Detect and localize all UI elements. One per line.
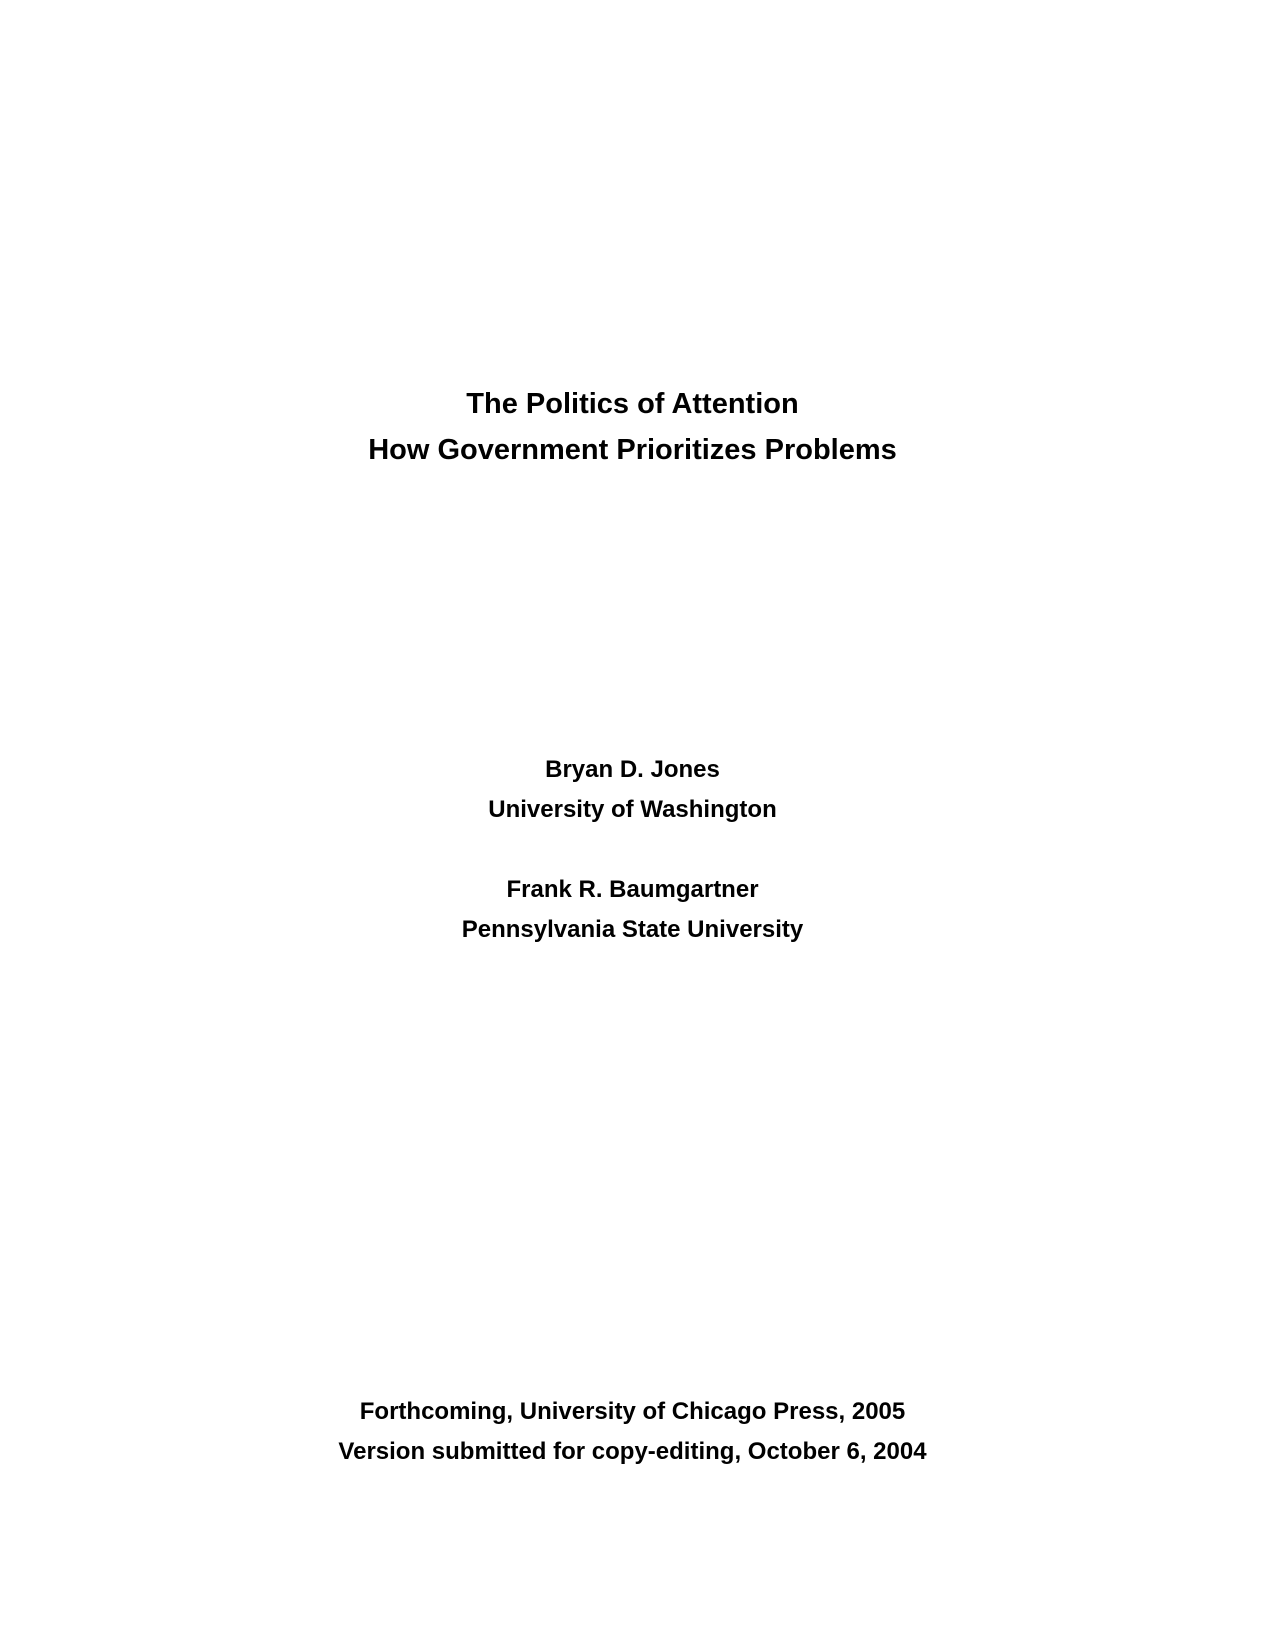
author-2-name: Frank R. Baumgartner [506, 876, 759, 903]
author-1-name: Bryan D. Jones [545, 756, 720, 783]
author-2-affiliation: Pennsylvania State University [461, 916, 804, 943]
author-1-affiliation: University of Washington [488, 796, 777, 823]
book-subtitle: How Government Prioritizes Problems [368, 434, 897, 466]
book-title: The Politics of Attention [466, 388, 799, 420]
publication-status: Forthcoming, University of Chicago Press, 2005 [359, 1398, 906, 1425]
version-note: Version submitted for copy-editing, October 6, 2004 [338, 1438, 927, 1465]
